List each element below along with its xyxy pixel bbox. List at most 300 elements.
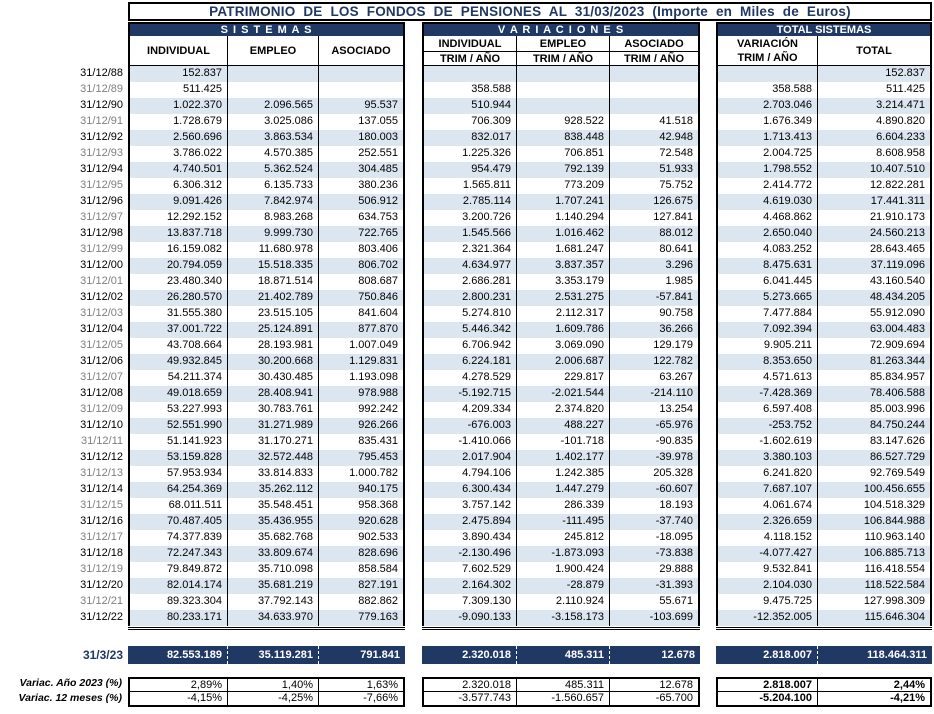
spacer — [405, 386, 422, 402]
row-value-cell: 835.431 — [319, 434, 405, 450]
table-row — [0, 354, 932, 370]
row-value-cell: 32.572.448 — [228, 450, 319, 466]
row-value-cell: -103.699 — [610, 610, 700, 626]
row-value-cell: 828.696 — [319, 546, 405, 562]
row-value-cell: 63.004.483 — [818, 322, 932, 338]
row-value-cell: 9.532.841 — [716, 562, 818, 578]
row-value-cell: 920.628 — [319, 514, 405, 530]
row-value-cell: 1.000.782 — [319, 466, 405, 482]
row-value-cell: 180.003 — [319, 130, 405, 146]
row-value-cell: 55.671 — [610, 594, 700, 610]
var-year-var-asociado: 12.678 — [610, 677, 700, 692]
spacer — [700, 354, 716, 370]
row-value-cell: -39.978 — [610, 450, 700, 466]
row-value-cell: 304.485 — [319, 162, 405, 178]
row-value-cell: 33.809.674 — [228, 546, 319, 562]
table-row — [0, 594, 932, 610]
spacer — [700, 66, 716, 82]
row-value-cell: 49.018.659 — [128, 386, 228, 402]
row-value-cell: -3.158.173 — [517, 610, 610, 626]
row-value-cell: 88.012 — [610, 226, 700, 242]
row-value-cell: 1.225.326 — [422, 146, 517, 162]
row-value-cell: 1.707.241 — [517, 194, 610, 210]
row-value-cell: 2.326.659 — [716, 514, 818, 530]
row-value-cell: 6.135.733 — [228, 178, 319, 194]
row-value-cell: 1.609.786 — [517, 322, 610, 338]
var-year-variacion: 2.818.007 — [716, 677, 818, 692]
table-row — [0, 114, 932, 130]
row-value-cell: 4.740.501 — [128, 162, 228, 178]
row-value-cell: 2.004.725 — [716, 146, 818, 162]
row-value-cell: 104.518.329 — [818, 498, 932, 514]
row-value-cell: 2.560.696 — [128, 130, 228, 146]
row-value-cell: 72.548 — [610, 146, 700, 162]
row-value-cell: -1.602.619 — [716, 434, 818, 450]
table-row — [0, 482, 932, 498]
row-value-cell: 30.200.668 — [228, 354, 319, 370]
row-value-cell: 4.794.106 — [422, 466, 517, 482]
row-value-cell: 6.300.434 — [422, 482, 517, 498]
row-value-cell: 74.377.839 — [128, 530, 228, 546]
row-date-label: 31/12/91 — [0, 114, 128, 130]
spacer — [700, 82, 716, 98]
spacer — [405, 610, 422, 626]
row-value-cell: 6.597.408 — [716, 402, 818, 418]
row-value-cell: 1.681.247 — [517, 242, 610, 258]
row-value-cell: 882.862 — [319, 594, 405, 610]
table-row — [0, 178, 932, 194]
row-value-cell — [610, 98, 700, 114]
row-value-cell: 7.602.529 — [422, 562, 517, 578]
row-value-cell: 1.193.098 — [319, 370, 405, 386]
row-value-cell: 252.551 — [319, 146, 405, 162]
spacer — [405, 646, 422, 664]
spacer — [700, 450, 716, 466]
spacer — [405, 466, 422, 482]
row-value-cell: 115.646.304 — [818, 610, 932, 626]
spacer — [700, 274, 716, 290]
row-value-cell: -28.879 — [517, 578, 610, 594]
row-value-cell: 1.985 — [610, 274, 700, 290]
spacer — [0, 22, 128, 36]
spacer — [405, 562, 422, 578]
row-value-cell: 110.963.140 — [818, 530, 932, 546]
row-value-cell: 4.278.529 — [422, 370, 517, 386]
row-value-cell: 12.822.281 — [818, 178, 932, 194]
row-value-cell: -214.110 — [610, 386, 700, 402]
row-value-cell: -111.495 — [517, 514, 610, 530]
spacer — [405, 98, 422, 114]
row-value-cell: 31.170.271 — [228, 434, 319, 450]
row-value-cell: 940.175 — [319, 482, 405, 498]
row-value-cell: 43.708.664 — [128, 338, 228, 354]
col-header-var-asociado: ASOCIADO TRIM / AÑO — [610, 36, 700, 66]
table-row — [0, 546, 932, 562]
col-header-empleo: EMPLEO — [228, 36, 319, 66]
row-value-cell: 3.786.022 — [128, 146, 228, 162]
var-12m-var-individual: -3.577.743 — [422, 692, 517, 707]
row-value-cell: 992.242 — [319, 402, 405, 418]
row-value-cell: 978.988 — [319, 386, 405, 402]
table-row — [0, 610, 932, 626]
row-value-cell: 35.262.112 — [228, 482, 319, 498]
table-row — [0, 98, 932, 114]
row-date-label: 31/12/11 — [0, 434, 128, 450]
current-date-label: 31/3/23 — [82, 648, 123, 662]
row-value-cell: 89.323.304 — [128, 594, 228, 610]
row-value-cell: 37.792.143 — [228, 594, 319, 610]
row-value-cell: 6.041.445 — [716, 274, 818, 290]
spacer — [405, 306, 422, 322]
row-value-cell: 83.147.626 — [818, 434, 932, 450]
spacer — [700, 22, 716, 36]
row-value-cell: 28.193.981 — [228, 338, 319, 354]
row-date-label: 31/12/02 — [0, 290, 128, 306]
row-value-cell: 2.650.040 — [716, 226, 818, 242]
row-value-cell: 31.271.989 — [228, 418, 319, 434]
row-value-cell: 3.025.086 — [228, 114, 319, 130]
spacer — [700, 322, 716, 338]
spacer — [700, 562, 716, 578]
row-date-label: 31/12/16 — [0, 514, 128, 530]
row-value-cell: 3.837.357 — [517, 258, 610, 274]
spacer — [405, 498, 422, 514]
row-value-cell: 4.570.385 — [228, 146, 319, 162]
current-variacion: 2.818.007 — [716, 646, 818, 664]
row-date-label: 31/12/04 — [0, 322, 128, 338]
row-value-cell: 72.247.343 — [128, 546, 228, 562]
table-title-box — [128, 2, 932, 21]
row-value-cell: 152.837 — [128, 66, 228, 82]
spacer — [405, 514, 422, 530]
row-value-cell: 832.017 — [422, 130, 517, 146]
row-value-cell: 6.706.942 — [422, 338, 517, 354]
table-row — [0, 290, 932, 306]
spacer — [700, 194, 716, 210]
table-row — [0, 194, 932, 210]
row-value-cell: 1.022.370 — [128, 98, 228, 114]
var-12m-empleo: -4,25% — [228, 692, 319, 707]
row-date-label: 31/12/96 — [0, 194, 128, 210]
current-asociado: 791.841 — [319, 646, 405, 664]
row-value-cell: 37.119.096 — [818, 258, 932, 274]
spacer — [405, 482, 422, 498]
row-value-cell: 53.159.828 — [128, 450, 228, 466]
row-value-cell — [610, 66, 700, 82]
row-value-cell: -9.090.133 — [422, 610, 517, 626]
spacer — [700, 530, 716, 546]
row-value-cell: 2.104.030 — [716, 578, 818, 594]
row-value-cell: 126.675 — [610, 194, 700, 210]
row-value-cell: -7.428.369 — [716, 386, 818, 402]
current-var-asociado: 12.678 — [610, 646, 700, 664]
table-row — [0, 530, 932, 546]
row-value-cell: 18.193 — [610, 498, 700, 514]
row-value-cell: 1.676.349 — [716, 114, 818, 130]
row-value-cell: 80.641 — [610, 242, 700, 258]
current-individual: 82.553.189 — [128, 646, 228, 664]
row-value-cell: -4.077.427 — [716, 546, 818, 562]
row-value-cell: 2.785.114 — [422, 194, 517, 210]
row-value-cell: -65.976 — [610, 418, 700, 434]
var-12m-variacion: -5.204.100 — [716, 692, 818, 707]
row-value-cell: 16.159.082 — [128, 242, 228, 258]
row-value-cell — [319, 66, 405, 82]
row-value-cell: 35.548.451 — [228, 498, 319, 514]
spacer — [700, 677, 716, 692]
spacer — [700, 610, 716, 626]
spacer — [405, 36, 422, 66]
row-value-cell: 7.842.974 — [228, 194, 319, 210]
row-date-label: 31/12/97 — [0, 210, 128, 226]
row-value-cell: 75.752 — [610, 178, 700, 194]
row-value-cell: 827.191 — [319, 578, 405, 594]
row-date-label: 31/12/17 — [0, 530, 128, 546]
row-value-cell — [517, 82, 610, 98]
box-bottom-border — [0, 626, 932, 630]
row-value-cell: 29.888 — [610, 562, 700, 578]
row-value-cell: 1.140.294 — [517, 210, 610, 226]
row-value-cell: 795.453 — [319, 450, 405, 466]
row-value-cell: -37.740 — [610, 514, 700, 530]
row-value-cell: 57.953.934 — [128, 466, 228, 482]
row-value-cell: 106.885.713 — [818, 546, 932, 562]
row-value-cell: 2.096.565 — [228, 98, 319, 114]
row-value-cell: 116.418.554 — [818, 562, 932, 578]
row-value-cell — [422, 66, 517, 82]
spacer — [405, 210, 422, 226]
row-value-cell: 773.209 — [517, 178, 610, 194]
row-value-cell: 43.160.540 — [818, 274, 932, 290]
spacer — [700, 514, 716, 530]
row-value-cell: 35.436.955 — [228, 514, 319, 530]
row-date-label: 31/12/00 — [0, 258, 128, 274]
row-value-cell: -31.393 — [610, 578, 700, 594]
spacer — [700, 482, 716, 498]
spacer — [0, 36, 128, 66]
row-value-cell: 13.254 — [610, 402, 700, 418]
spacer — [700, 98, 716, 114]
spacer — [0, 626, 128, 630]
var-year-individual: 2,89% — [128, 677, 228, 692]
var-year-var-empleo: 485.311 — [517, 677, 610, 692]
row-value-cell: 11.680.978 — [228, 242, 319, 258]
row-value-cell: 49.932.845 — [128, 354, 228, 370]
row-date-label: 31/12/89 — [0, 82, 128, 98]
row-value-cell: 2.475.894 — [422, 514, 517, 530]
current-var-individual: 2.320.018 — [422, 646, 517, 664]
table-row — [0, 226, 932, 242]
row-value-cell: 82.014.174 — [128, 578, 228, 594]
table-row — [0, 82, 932, 98]
row-value-cell: 7.477.884 — [716, 306, 818, 322]
data-rows — [0, 66, 934, 626]
row-value-cell: 100.456.655 — [818, 482, 932, 498]
spacer — [700, 162, 716, 178]
row-value-cell: 8.608.958 — [818, 146, 932, 162]
row-value-cell: 3.890.434 — [422, 530, 517, 546]
spacer — [405, 546, 422, 562]
row-value-cell: 1.900.424 — [517, 562, 610, 578]
spacer — [700, 466, 716, 482]
row-value-cell: 877.870 — [319, 322, 405, 338]
row-value-cell: -90.835 — [610, 434, 700, 450]
row-value-cell: 79.849.872 — [128, 562, 228, 578]
table-row — [0, 578, 932, 594]
row-value-cell — [517, 98, 610, 114]
row-value-cell: 779.163 — [319, 610, 405, 626]
row-value-cell: -5.192.715 — [422, 386, 517, 402]
table-row — [0, 514, 932, 530]
row-value-cell: 28.408.941 — [228, 386, 319, 402]
row-value-cell: 68.011.511 — [128, 498, 228, 514]
row-value-cell: 902.533 — [319, 530, 405, 546]
table-row — [0, 434, 932, 450]
row-value-cell: 53.227.993 — [128, 402, 228, 418]
row-date-label: 31/12/14 — [0, 482, 128, 498]
var-year-asociado: 1,63% — [319, 677, 405, 692]
row-value-cell: 9.905.211 — [716, 338, 818, 354]
spacer — [700, 546, 716, 562]
current-var-empleo: 485.311 — [517, 646, 610, 664]
spacer — [405, 370, 422, 386]
spacer — [405, 578, 422, 594]
row-value-cell: 2.017.904 — [422, 450, 517, 466]
spacer — [405, 692, 422, 707]
spacer — [405, 354, 422, 370]
row-value-cell: 3.757.142 — [422, 498, 517, 514]
spacer — [405, 194, 422, 210]
row-value-cell: -57.841 — [610, 290, 700, 306]
spacer — [405, 402, 422, 418]
spacer — [700, 434, 716, 450]
row-value-cell: 6.604.233 — [818, 130, 932, 146]
spacer — [405, 274, 422, 290]
row-value-cell: -676.003 — [422, 418, 517, 434]
row-value-cell: 803.406 — [319, 242, 405, 258]
row-value-cell: 205.328 — [610, 466, 700, 482]
row-value-cell: 63.267 — [610, 370, 700, 386]
spacer — [405, 626, 422, 630]
spacer — [700, 498, 716, 514]
row-value-cell: 5.274.810 — [422, 306, 517, 322]
row-value-cell: 6.306.312 — [128, 178, 228, 194]
divider — [716, 626, 932, 630]
row-value-cell: -60.607 — [610, 482, 700, 498]
row-value-cell: 841.604 — [319, 306, 405, 322]
row-value-cell: 1.129.831 — [319, 354, 405, 370]
row-value-cell: 30.783.761 — [228, 402, 319, 418]
row-value-cell: 54.211.374 — [128, 370, 228, 386]
row-value-cell: 380.236 — [319, 178, 405, 194]
row-value-cell: 6.224.181 — [422, 354, 517, 370]
row-value-cell: 358.588 — [716, 82, 818, 98]
row-value-cell: 3.296 — [610, 258, 700, 274]
row-value-cell: 42.948 — [610, 130, 700, 146]
row-value-cell: 245.812 — [517, 530, 610, 546]
table-row — [0, 210, 932, 226]
table-row — [0, 306, 932, 322]
row-value-cell: 1.565.811 — [422, 178, 517, 194]
spacer — [700, 402, 716, 418]
row-value-cell — [228, 82, 319, 98]
row-value-cell — [228, 66, 319, 82]
spacer — [405, 530, 422, 546]
row-value-cell: 13.837.718 — [128, 226, 228, 242]
row-date-label: 31/12/95 — [0, 178, 128, 194]
var-12m-var-empleo: -1.560.657 — [517, 692, 610, 707]
row-date-label: 31/12/01 — [0, 274, 128, 290]
row-value-cell: 3.863.534 — [228, 130, 319, 146]
row-value-cell: -1.873.093 — [517, 546, 610, 562]
row-value-cell: 7.092.394 — [716, 322, 818, 338]
row-value-cell — [319, 82, 405, 98]
spacer — [700, 578, 716, 594]
row-value-cell: 1.713.413 — [716, 130, 818, 146]
row-date-label: 31/12/20 — [0, 578, 128, 594]
spacer — [700, 242, 716, 258]
row-value-cell: 229.817 — [517, 370, 610, 386]
col-header-variacion: VARIACIÓN TRIM / AÑO — [716, 36, 818, 66]
row-value-cell: 90.758 — [610, 306, 700, 322]
table-row — [0, 450, 932, 466]
row-date-label: 31/12/15 — [0, 498, 128, 514]
row-value-cell: 2.164.302 — [422, 578, 517, 594]
row-date-label: 31/12/93 — [0, 146, 128, 162]
spacer — [405, 418, 422, 434]
row-value-cell: 80.233.171 — [128, 610, 228, 626]
row-value-cell: 21.402.789 — [228, 290, 319, 306]
table-row — [0, 242, 932, 258]
row-value-cell: 36.266 — [610, 322, 700, 338]
row-value-cell: 72.909.694 — [818, 338, 932, 354]
row-value-cell: 28.643.465 — [818, 242, 932, 258]
spacer — [700, 210, 716, 226]
spacer — [405, 594, 422, 610]
col-header-asociado: ASOCIADO — [319, 36, 405, 66]
row-value-cell: 4.083.252 — [716, 242, 818, 258]
spacer — [700, 386, 716, 402]
row-value-cell: 1.545.566 — [422, 226, 517, 242]
row-date-label: 31/12/06 — [0, 354, 128, 370]
row-value-cell: 806.702 — [319, 258, 405, 274]
row-value-cell: -12.352.005 — [716, 610, 818, 626]
row-value-cell: 2.800.231 — [422, 290, 517, 306]
row-value-cell: -101.718 — [517, 434, 610, 450]
row-date-label: 31/12/12 — [0, 450, 128, 466]
row-date-label: 31/12/07 — [0, 370, 128, 386]
row-value-cell: 2.006.687 — [517, 354, 610, 370]
spacer — [700, 130, 716, 146]
var-12m-total: -4,21% — [818, 692, 932, 707]
row-value-cell: 3.380.103 — [716, 450, 818, 466]
spacer — [405, 22, 422, 36]
row-value-cell: 86.527.729 — [818, 450, 932, 466]
table-row — [0, 258, 932, 274]
row-value-cell: 51.141.923 — [128, 434, 228, 450]
row-value-cell: 48.434.205 — [818, 290, 932, 306]
row-value-cell: 9.475.725 — [716, 594, 818, 610]
spacer — [700, 370, 716, 386]
row-value-cell: 31.555.380 — [128, 306, 228, 322]
row-value-cell: 838.448 — [517, 130, 610, 146]
row-date-label: 31/12/98 — [0, 226, 128, 242]
current-quarter-row — [0, 646, 932, 664]
spacer — [700, 258, 716, 274]
row-value-cell: 8.475.631 — [716, 258, 818, 274]
spacer — [405, 66, 422, 82]
divider — [128, 626, 405, 630]
